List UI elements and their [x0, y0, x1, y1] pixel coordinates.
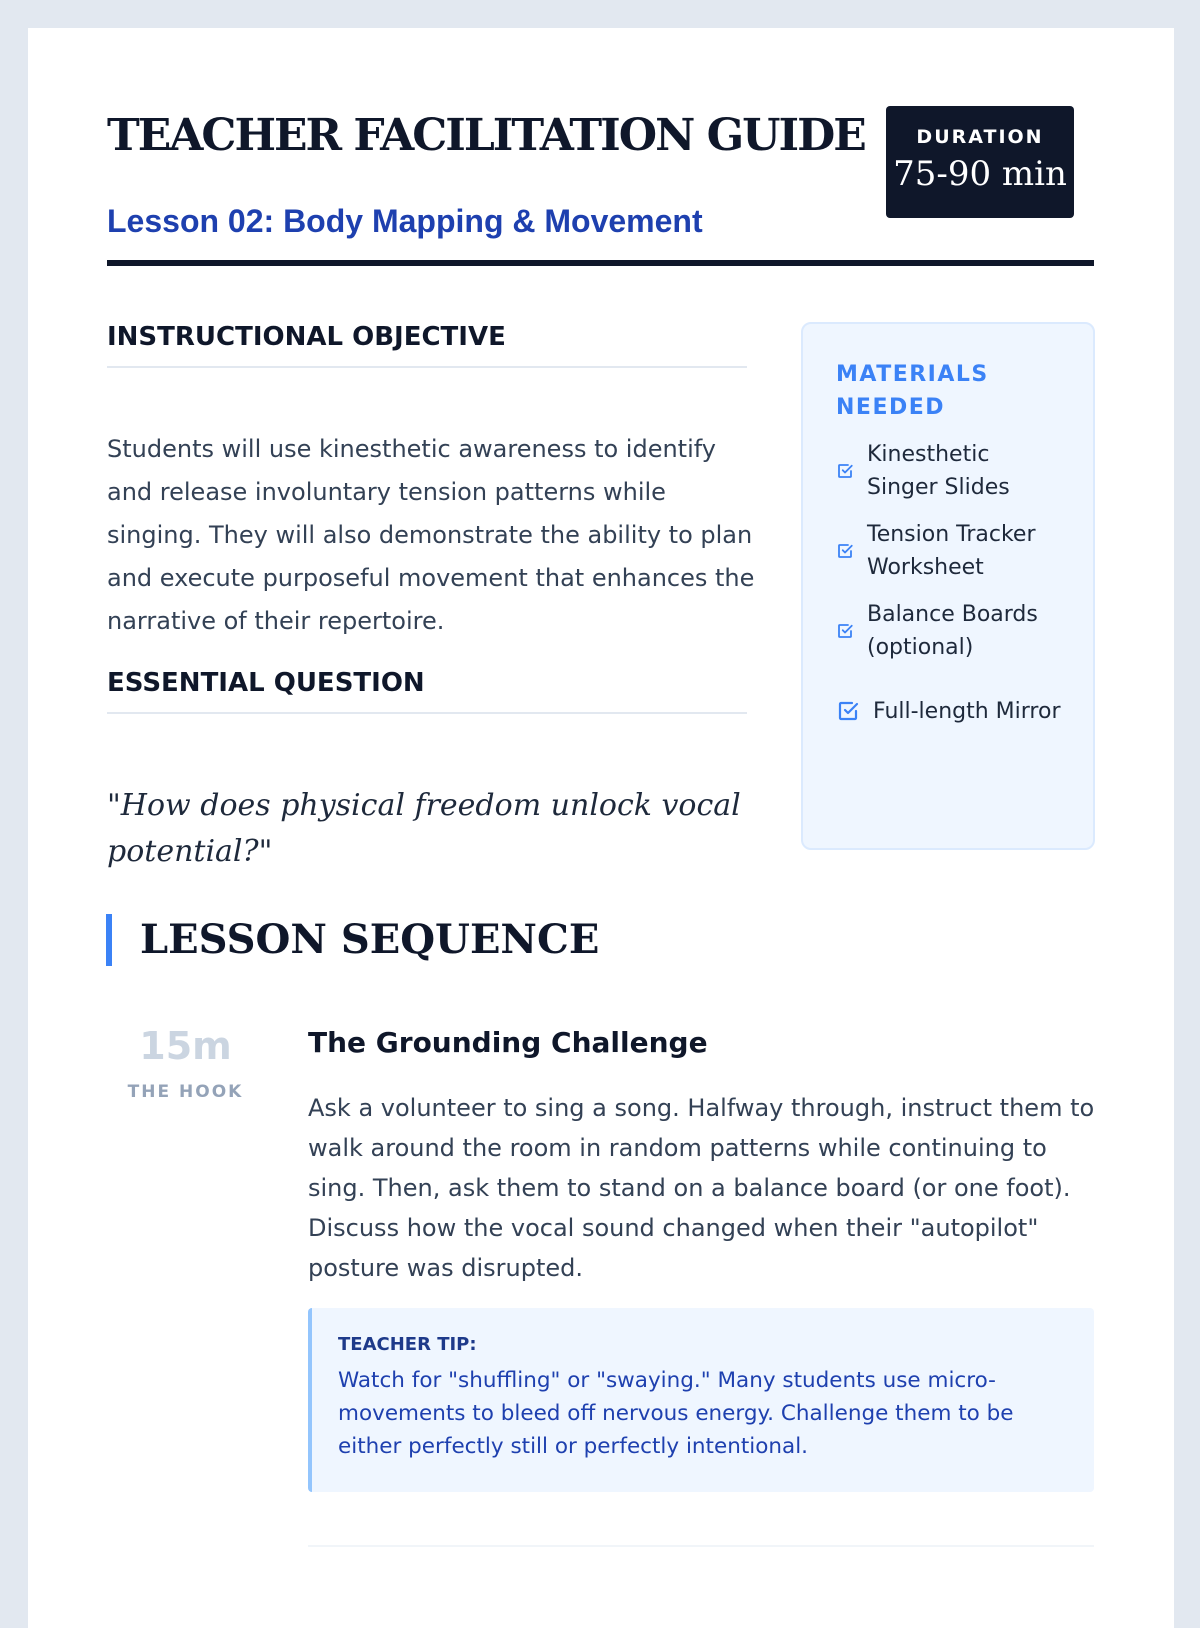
step-phase: THE HOOK [127, 1082, 244, 1102]
material-item [836, 516, 1066, 586]
tip-text: Watch for "shuffling" or "swaying." Many students use micro-movements to bleed off nervous energy. Challenge them to be either perfectly still or perfectly intentional. [338, 1368, 1014, 1459]
sequence-heading: LESSON SEQUENCE [140, 916, 600, 963]
step-title: The Grounding Challenge [308, 1026, 708, 1059]
material-label: Tension Tracker Worksheet [867, 522, 1036, 580]
materials-heading: MATERIALS NEEDED [836, 362, 989, 420]
material-label: Kinesthetic Singer Slides [867, 442, 1010, 500]
checkbox-icon [836, 622, 854, 640]
lesson-subtitle: Lesson 02: Body Mapping & Movement [107, 203, 703, 239]
duration-value: 75-90 min [893, 154, 1067, 194]
material-item [836, 436, 1066, 506]
header-divider [107, 260, 1094, 266]
question-heading: ESSENTIAL QUESTION [107, 668, 425, 698]
sequence-accent-bar [106, 914, 112, 966]
teacher-tip-box [308, 1308, 1094, 1492]
question-divider [107, 712, 747, 714]
material-label: Balance Boards (optional) [867, 602, 1038, 660]
duration-label: DURATION [916, 126, 1044, 148]
checkbox-icon [836, 699, 860, 723]
tip-label: TEACHER TIP: [338, 1334, 477, 1355]
materials-card [801, 322, 1095, 850]
objective-divider [107, 366, 747, 368]
material-item [836, 676, 1066, 746]
checkbox-icon [836, 542, 854, 560]
page-title: TEACHER FACILITATION GUIDE [107, 110, 865, 161]
material-item [836, 596, 1066, 666]
objective-heading: INSTRUCTIONAL OBJECTIVE [107, 322, 506, 352]
essential-question: "How does physical freedom unlock vocal potential?" [107, 788, 741, 869]
checkbox-icon [836, 462, 854, 480]
step-description: Ask a volunteer to sing a song. Halfway through, instruct them to walk around the room in random patterns while continuing to sing. Then, ask them to stand on a balance board (or one foot). Discuss how the vocal sound changed when their "autopilot" posture was disrupted. [308, 1094, 1095, 1282]
document-page [28, 28, 1174, 1628]
objective-text: Students will use kinesthetic awareness to identify and release involuntary tension patterns while singing. They will also demonstrate the ability to plan and execute purposeful movement that enhances the narrative of their repertoire. [107, 435, 755, 635]
material-label: Full-length Mirror [873, 698, 1061, 724]
duration-badge [886, 106, 1074, 218]
step-duration: 15m [139, 1024, 232, 1068]
step-divider [308, 1545, 1094, 1547]
